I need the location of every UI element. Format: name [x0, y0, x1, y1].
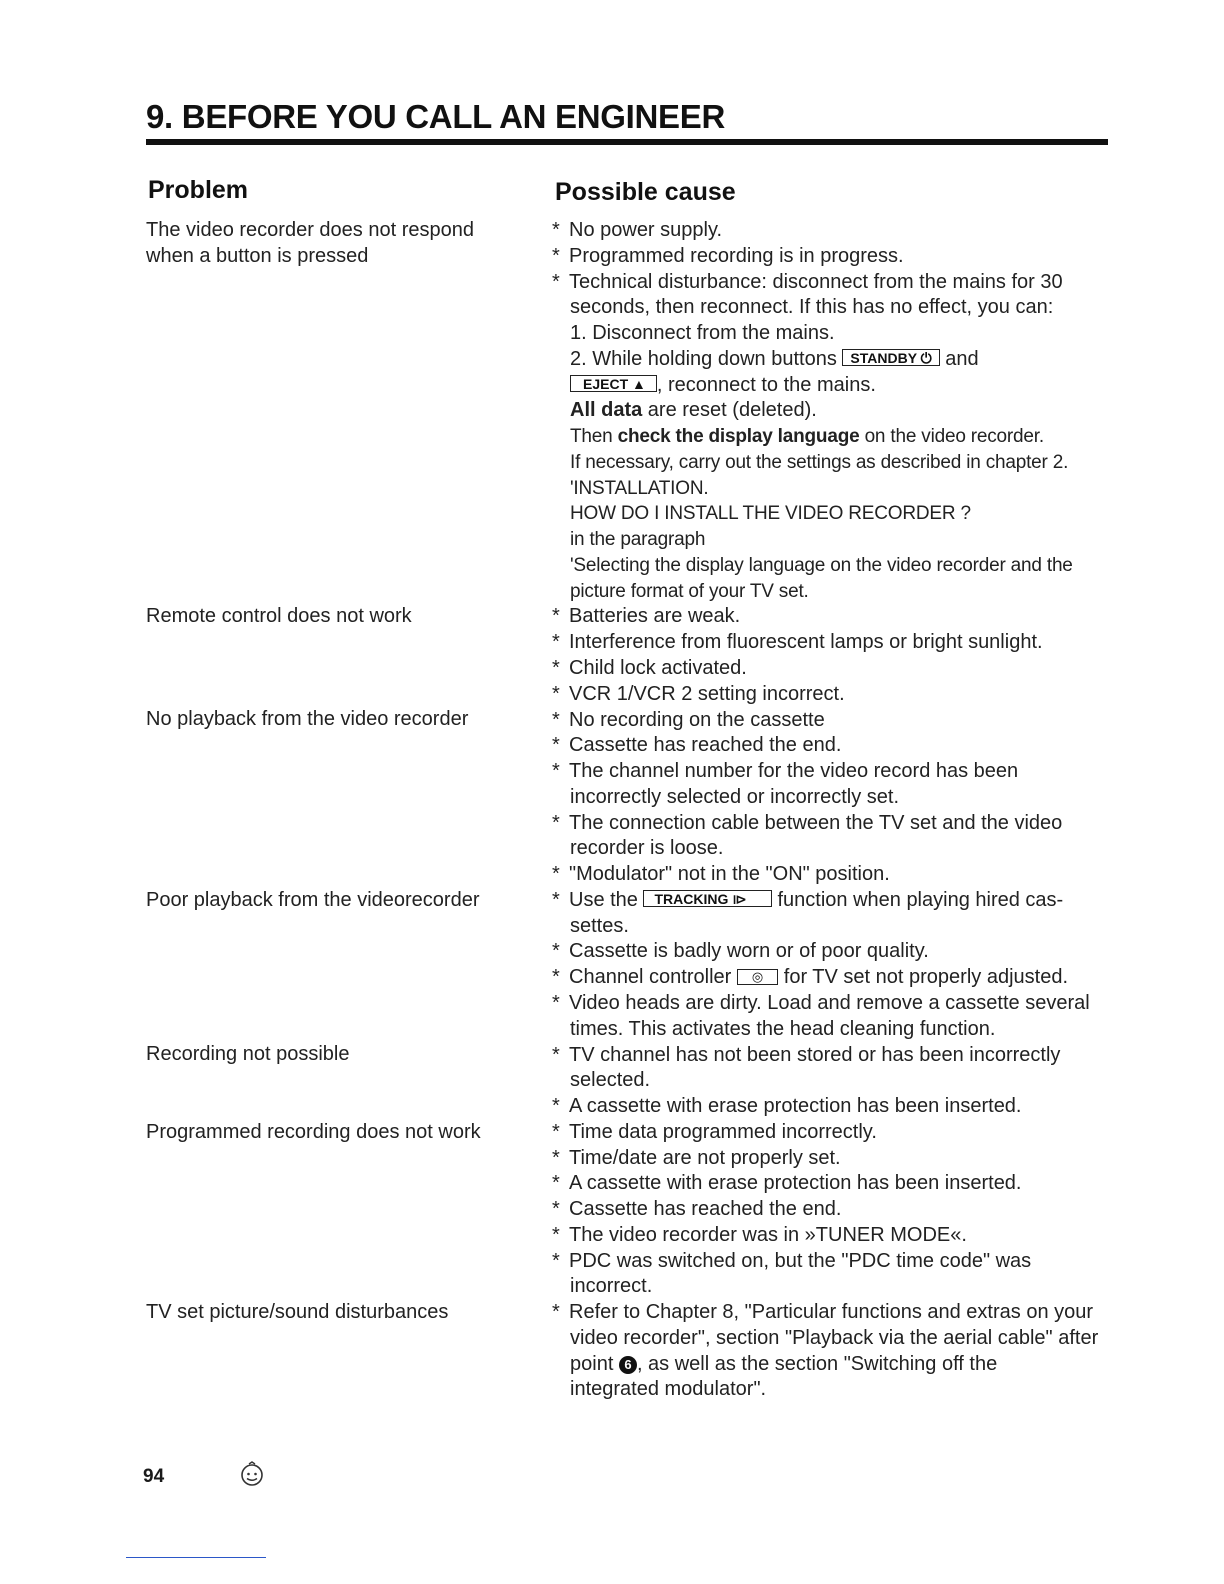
cause-item: * Channel controller ◎ for TV set not properly adjusted. — [552, 965, 1112, 991]
title-rule — [146, 139, 1108, 145]
bullet: * — [552, 708, 560, 731]
bullet: * — [552, 760, 560, 783]
cause-continuation: HOW DO I INSTALL THE VIDEO RECORDER ? — [570, 503, 971, 525]
cause-item: * A cassette with erase protection has been inserted. — [552, 1171, 1112, 1197]
tracking-key: TRACKING ⧐ — [643, 890, 771, 907]
cause-continuation: settes. — [570, 914, 629, 937]
cause-item: * TV channel has not been stored or has been incorrectly — [552, 1043, 1112, 1069]
cause-continuation: incorrect. — [570, 1275, 653, 1298]
cause-continuation: All data are reset (deleted). — [570, 399, 817, 422]
page-title: 9. BEFORE YOU CALL AN ENGINEER — [146, 98, 725, 135]
cause-continuation: selected. — [570, 1069, 651, 1092]
bullet: * — [552, 1249, 560, 1272]
problem-no-response: The video recorder does not respond when a button is pressed — [146, 219, 474, 267]
problem-no-playback: No playback from the video recorder — [146, 708, 469, 730]
cause-continuation: EJECT ▲ , reconnect to the mains. — [552, 373, 1112, 399]
cause-continuation: seconds, then reconnect. If this has no effect, you can: — [570, 296, 1054, 319]
problem-remote-control: Remote control does not work — [146, 605, 412, 627]
causes-list — [552, 218, 1112, 1403]
cause-item: * Cassette has reached the end. — [552, 733, 1112, 759]
problem-poor-playback: Poor playback from the videorecorder — [146, 889, 480, 911]
cause-item: * Cassette is badly worn or of poor quality. — [552, 939, 1112, 965]
cause-item: * Interference from fluorescent lamps or bright sunlight. — [552, 630, 1112, 656]
bullet: * — [552, 270, 560, 293]
problem-programmed-recording: Programmed recording does not work — [146, 1121, 481, 1143]
cause-item: * The connection cable between the TV set and the video — [552, 811, 1112, 837]
cause-item: * The video recorder was in »TUNER MODE«. — [552, 1223, 1112, 1249]
bullet: * — [552, 1172, 560, 1195]
bullet: * — [552, 734, 560, 757]
cause-continuation: integrated modulator". — [570, 1378, 767, 1401]
cause-item: * Time/date are not properly set. — [552, 1146, 1112, 1172]
bullet: * — [552, 682, 560, 705]
bullet: * — [552, 991, 560, 1014]
cause-item: * Child lock activated. — [552, 656, 1112, 682]
cause-continuation: Then check the display language on the video recorder. — [570, 426, 1044, 448]
cause-continuation: incorrectly selected or incorrectly set. — [570, 785, 900, 808]
bullet: * — [552, 631, 560, 654]
bullet: * — [552, 1198, 560, 1221]
problem-tv-disturbance: TV set picture/sound disturbances — [146, 1301, 449, 1323]
cause-item: * "Modulator" not in the "ON" position. — [552, 862, 1112, 888]
bullet: * — [552, 1043, 560, 1066]
bullet: * — [552, 863, 560, 886]
cause-continuation: in the paragraph — [570, 529, 706, 551]
cause-continuation: recorder is loose. — [570, 837, 724, 860]
cause-continuation: video recorder", section "Playback via the aerial cable" after — [570, 1326, 1099, 1349]
cause-item: * Refer to Chapter 8, "Particular functions and extras on your — [552, 1300, 1112, 1326]
cause-header: Possible cause — [555, 178, 736, 206]
bullet: * — [552, 1120, 560, 1143]
cause-item: * VCR 1/VCR 2 setting incorrect. — [552, 682, 1112, 708]
cause-item: * Use the TRACKING ⧐ function when playing hired cas- — [552, 888, 1112, 914]
cause-item: * Time data programmed incorrectly. — [552, 1120, 1112, 1146]
standby-key: STANDBY ⏻ — [842, 349, 939, 366]
bullet: * — [552, 888, 560, 911]
cause-item: * A cassette with erase protection has been inserted. — [552, 1094, 1112, 1120]
cause-item: * Video heads are dirty. Load and remove a cassette several — [552, 991, 1112, 1017]
cause-continuation: point 6 , as well as the section "Switching off the — [570, 1352, 998, 1375]
bullet: * — [552, 1095, 560, 1118]
channel-controller-icon: ◎ — [737, 969, 778, 985]
cause-item: * PDC was switched on, but the "PDC time code" was — [552, 1249, 1112, 1275]
cause-continuation: If necessary, carry out the settings as described in chapter 2. — [570, 451, 1069, 473]
cause-item: * The channel number for the video record has been — [552, 759, 1112, 785]
page-number: 94 — [143, 1466, 165, 1487]
problem-recording: Recording not possible — [146, 1043, 350, 1065]
step-number-badge: 6 — [619, 1356, 637, 1374]
cause-item: * Technical disturbance: disconnect from the mains for 30 — [552, 270, 1112, 296]
recycle-face-icon — [238, 1460, 266, 1488]
cause-continuation: 1. Disconnect from the mains. — [570, 322, 835, 345]
page-edge-line — [126, 1557, 266, 1558]
bullet: * — [552, 219, 560, 241]
cause-continuation: picture format of your TV set. — [570, 580, 809, 602]
cause-continuation: 'INSTALLATION. — [570, 477, 709, 499]
cause-item: * Cassette has reached the end. — [552, 1197, 1112, 1223]
bullet: * — [552, 966, 560, 989]
bullet: * — [552, 811, 560, 834]
bullet: * — [552, 1146, 560, 1169]
bullet: * — [552, 605, 560, 628]
cause-item: * No recording on the cassette — [552, 708, 1112, 734]
cause-item: * Batteries are weak. — [552, 604, 1112, 630]
bullet: * — [552, 1223, 560, 1246]
bullet: * — [552, 940, 560, 963]
problem-header: Problem — [148, 176, 249, 204]
cause-item: * Programmed recording is in progress. — [552, 244, 1112, 270]
cause-item: * No power supply. — [552, 218, 1112, 244]
bullet: * — [552, 244, 560, 267]
cause-continuation: 2. While holding down buttons STANDBY ⏻ and — [570, 347, 979, 370]
cause-continuation: times. This activates the head cleaning function. — [570, 1017, 996, 1040]
bullet: * — [552, 657, 560, 680]
eject-key: EJECT ▲ — [570, 375, 657, 392]
cause-continuation: 'Selecting the display language on the video recorder and the — [570, 554, 1073, 576]
bullet: * — [552, 1301, 560, 1324]
